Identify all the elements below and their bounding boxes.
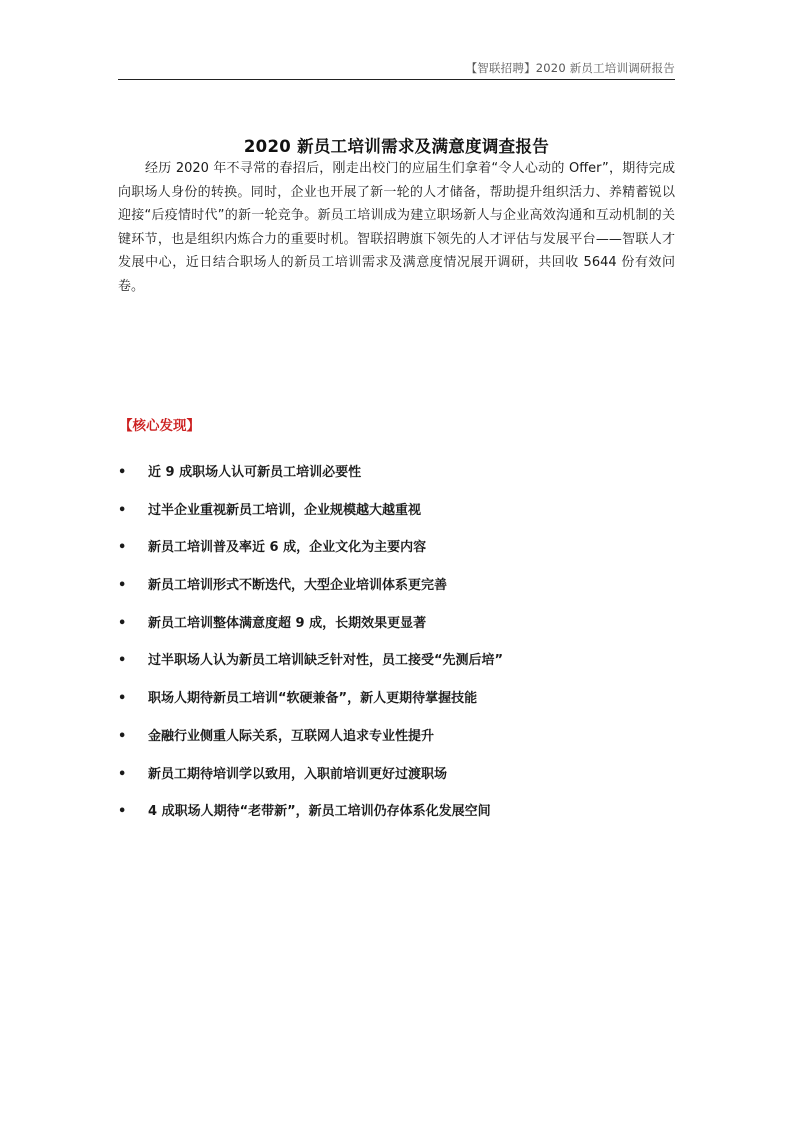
finding-item (118, 537, 678, 575)
core-findings-heading: 【核心发现】 (119, 418, 200, 434)
finding-item (118, 764, 678, 802)
bullet-icon: • (118, 766, 127, 782)
finding-item (118, 801, 678, 839)
core-findings-list (118, 462, 678, 839)
bullet-icon: • (118, 728, 127, 744)
bullet-icon: • (118, 804, 127, 820)
finding-text: 近 9 成职场人认可新员工培训必要性 (148, 465, 362, 480)
finding-item (118, 500, 678, 538)
bullet-icon: • (118, 691, 127, 707)
finding-item (118, 650, 678, 688)
finding-text: 过半企业重视新员工培训，企业规模越大越重视 (148, 502, 422, 518)
finding-text: 新员工培训普及率近 6 成，企业文化为主要内容 (148, 540, 427, 556)
finding-text: 新员工培训形式不断迭代，大型企业培训体系更完善 (148, 578, 448, 594)
finding-item (118, 575, 678, 613)
bullet-icon: • (118, 502, 127, 518)
finding-text: 4 成职场人期待“老带新”，新员工培训仍存体系化发展空间 (148, 804, 491, 820)
header-divider (118, 79, 675, 80)
finding-text: 新员工培训整体满意度超 9 成，长期效果更显著 (148, 615, 427, 631)
document-title: 2020 新员工培训需求及满意度调查报告 (243, 137, 550, 156)
intro-paragraph: 经历 2020 年不寻常的春招后，刚走出校门的应届生们拿着“令人心动的 Offer”，期待完成向职场人身份的转换。同时，企业也开展了新一轮的人才储备，帮助提升组织活力、养精蓄锐以迎接“后疫情时代”的新一轮竞争。新员工培训成为建立职场新人与企业高效沟通和互动机制的关键环节，也是组织内炼合力的重要时机。智联招聘旗下领先的人才评估与发展平台——智联人才发展中心，近日结合职场人的新员工培训需求及满意度情况展开调研，共回收 5644 份有效问卷。 (118, 161, 675, 294)
finding-item (118, 613, 678, 651)
bullet-icon: • (118, 540, 127, 556)
finding-text: 金融行业侧重人际关系，互联网人追求专业性提升 (148, 728, 435, 744)
bullet-icon: • (118, 465, 127, 480)
finding-text: 职场人期待新员工培训“软硬兼备”，新人更期待掌握技能 (148, 691, 478, 707)
finding-text: 新员工期待培训学以致用，入职前培训更好过渡职场 (148, 766, 448, 782)
bullet-icon: • (118, 615, 127, 631)
finding-text: 过半职场人认为新员工培训缺乏针对性，员工接受“先测后培” (148, 653, 504, 669)
bullet-icon: • (118, 653, 127, 669)
finding-item (118, 726, 678, 764)
running-header: 【智联招聘】2020 新员工培训调研报告 (465, 61, 675, 75)
finding-item (118, 462, 678, 500)
bullet-icon: • (118, 578, 127, 594)
finding-item (118, 688, 678, 726)
